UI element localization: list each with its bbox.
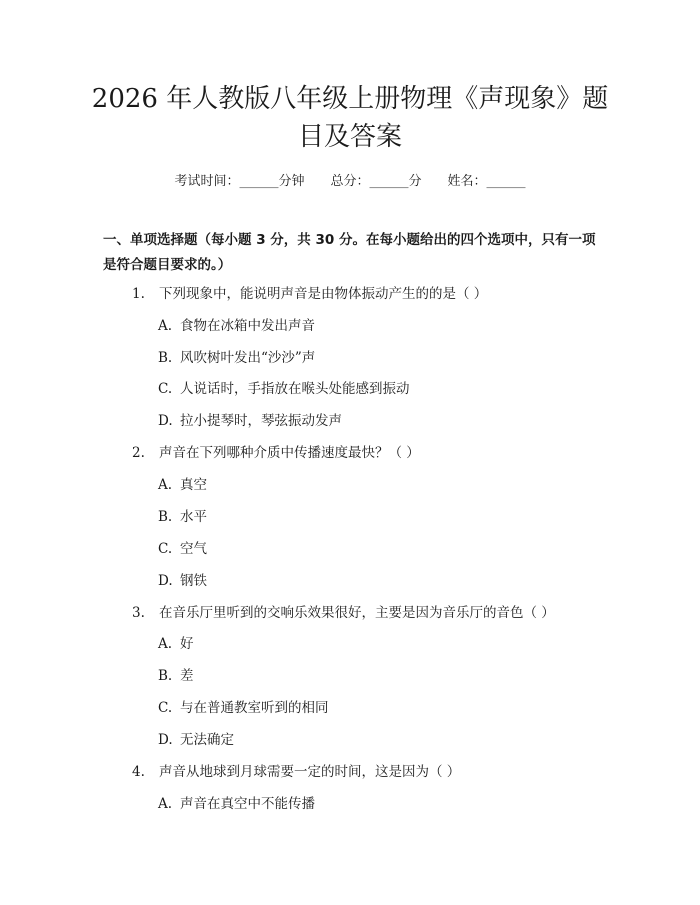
question-3-option-b [158, 664, 194, 684]
option-text: 钢铁 [180, 573, 207, 589]
question-text: 声音从地球到月球需要一定的时间，这是因为（ ） [159, 764, 461, 780]
exam-title-line-1: 2026 年人教版八年级上册物理《声现象》题 [91, 84, 609, 114]
question-2-option-a [158, 473, 207, 493]
option-letter: C. [158, 700, 173, 716]
option-text: 声音在真空中不能传播 [180, 796, 315, 812]
option-letter: A. [158, 477, 173, 493]
option-text: 食物在冰箱中发出声音 [180, 318, 315, 334]
question-1-option-d [158, 409, 342, 429]
question-text: 声音在下列哪种介质中传播速度最快？（ ） [159, 445, 420, 461]
option-letter: D. [158, 413, 173, 429]
question-3-option-d [158, 728, 234, 748]
option-text: 与在普通教室听到的相同 [180, 700, 329, 716]
option-letter: B. [158, 668, 173, 684]
option-text: 水平 [180, 509, 207, 525]
option-letter: C. [158, 381, 173, 397]
question-4-option-a [158, 792, 315, 812]
score-unit: 分 [408, 174, 422, 189]
question-text: 在音乐厅里听到的交响乐效果很好，主要是因为音乐厅的音色（ ） [159, 605, 555, 621]
section-heading [103, 228, 603, 278]
exam-meta-line [0, 170, 700, 189]
option-letter: B. [158, 350, 173, 366]
option-letter: C. [158, 541, 173, 557]
question-2 [132, 441, 420, 461]
option-letter: D. [158, 573, 173, 589]
question-1-option-b [158, 346, 315, 366]
option-text: 真空 [180, 477, 207, 493]
question-number: 1. [132, 286, 145, 302]
option-letter: A. [158, 796, 173, 812]
option-letter: B. [158, 509, 173, 525]
option-letter: D. [158, 732, 173, 748]
time-blank: ______ [239, 174, 279, 189]
score-blank: ______ [369, 174, 409, 189]
question-1 [132, 282, 487, 302]
score-label: 总分： [330, 174, 370, 189]
section-heading-line-2: 是符合题目要求的。） [103, 257, 232, 273]
question-4 [132, 760, 460, 780]
option-text: 人说话时，手指放在喉头处能感到振动 [180, 381, 410, 397]
question-3 [132, 601, 555, 621]
question-text: 下列现象中，能说明声音是由物体振动产生的的是（ ） [159, 286, 488, 302]
name-label: 姓名： [447, 174, 487, 189]
question-3-option-a [158, 632, 194, 652]
option-letter: A. [158, 636, 173, 652]
option-text: 无法确定 [180, 732, 234, 748]
option-text: 空气 [180, 541, 207, 557]
section-heading-line-1: 一、单项选择题（每小题 3 分，共 30 分。在每小题给出的四个选项中，只有一项 [103, 232, 596, 248]
option-text: 好 [180, 636, 194, 652]
question-number: 3. [132, 605, 145, 621]
question-number: 4. [132, 764, 145, 780]
name-blank: ______ [486, 174, 526, 189]
question-2-option-c [158, 537, 207, 557]
option-text: 差 [180, 668, 194, 684]
question-3-option-c [158, 696, 329, 716]
time-unit: 分钟 [278, 174, 305, 189]
question-number: 2. [132, 445, 145, 461]
option-text: 拉小提琴时，琴弦振动发声 [180, 413, 342, 429]
question-2-option-d [158, 569, 207, 589]
question-1-option-c [158, 377, 410, 397]
option-letter: A. [158, 318, 173, 334]
exam-title-line-2: 目及答案 [297, 122, 402, 152]
question-1-option-a [158, 314, 315, 334]
question-2-option-b [158, 505, 207, 525]
option-text: 风吹树叶发出“沙沙”声 [180, 350, 316, 366]
time-label: 考试时间： [174, 174, 240, 189]
